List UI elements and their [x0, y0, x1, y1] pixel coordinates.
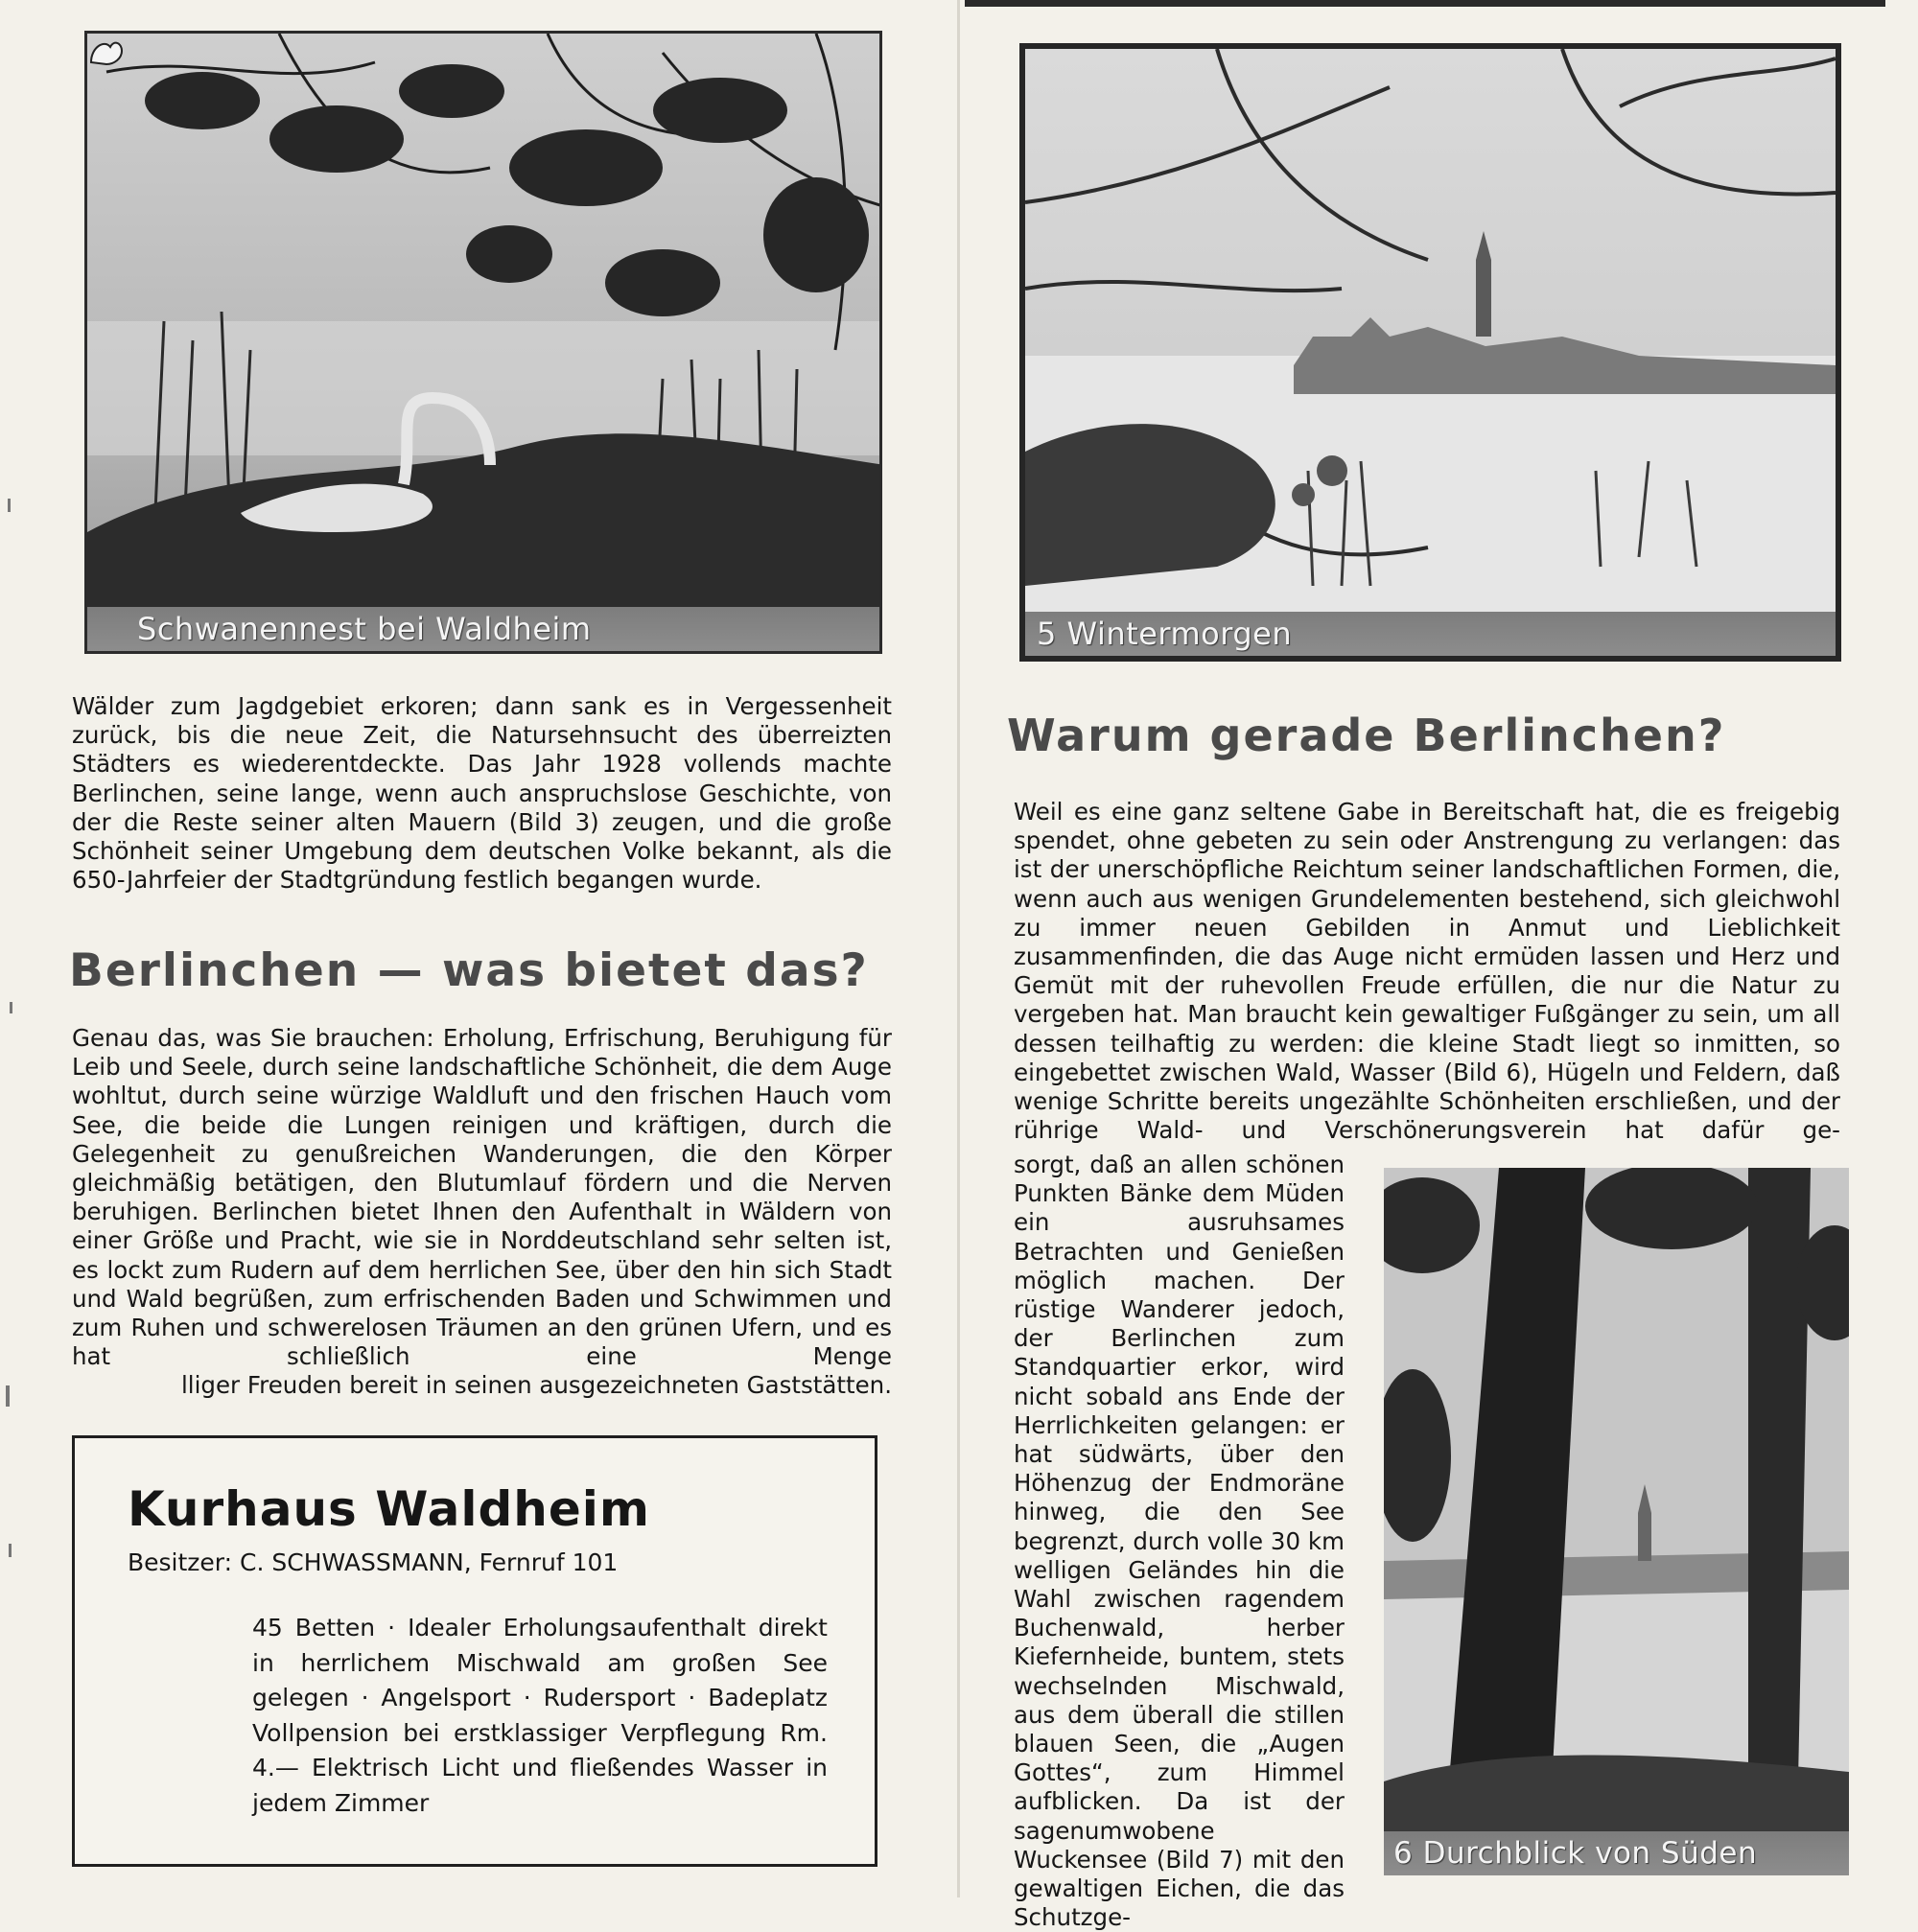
- swan-caption-icon: [87, 34, 126, 68]
- ad-owner-line: Besitzer: C. SCHWASSMANN, Fernruf 101: [128, 1548, 619, 1576]
- reasons-paragraph-continued: sorgt, daß an allen schönen Punkten Bänke dem Müden ein ausruhsames Betrachten und Genießen möglich machen. Der rüstige Wanderer jedoch, der Berlinchen zum Standquartier erkor, wird nicht sobald ans Ende der Herrlichkeiten gelangen: er hat südwärts, über den Höhenzug der Endmoräne hinweg, die den See begrenzt, durch volle 30 km welligen Geländes hin die Wahl zwischen ragendem Buchenwald, herber Kiefernheide, buntem, stets wechselnden Mischwald, aus dem überall die stillen blauen Seen, die „Augen Gottes“, zum Himmel aufblicken. Da ist der sagenumwobene Wuckensee (Bild 7) mit den gewaltigen Eichen, die das Schutzge-: [1014, 1151, 1345, 1932]
- winter-morning-image: [1025, 49, 1836, 656]
- intro-paragraph: Wälder zum Jagdgebiet erkoren; dann sank es in Vergessenheit zurück, bis die neue Zeit, die Natursehnsucht des überreizten Städters es wiederentdeckte. Das Jahr 1928 vollends machte Berlinchen, seine lange, wenn auch anspruchslose Geschichte, von der die Reste seiner alten Mauern (Bild 3) zeugen, und die große Schönheit seiner Umgebung dem deutschen Volke bekannt, als die 650-Jahrfeier der Stadtgründung festlich begangen wurde.: [72, 692, 892, 895]
- winter-morning-photo: [1019, 43, 1841, 662]
- reasons-paragraph: Weil es eine ganz seltene Gabe in Bereitschaft hat, die es freigebig spendet, ohne gebeten zu sein oder Anstrengung zu verlangen: das ist der unerschöpfliche Reichtum seiner landschaftlichen Formen, die, wenn auch aus wenigen Grundelementen bestehend, sich gleichwohl zu immer neuen Gebilden in Anmut und Lieblichkeit zusammenfinden, die das Auge nicht ermüden lassen und Herz und Gemüt mit der ruhevollen Freude erfüllen, die nur die Natur zu vergeben hat. Man braucht kein gewaltiger Fußgänger zu sein, um all dessen teilhaftig zu werden: die kleine Stadt liegt so inmitten, so eingebettet zwischen Wald, Wasser (Bild 6), Hügeln und Feldern, daß wenige Schritte bereits ungezählte Schönheiten erschließen, und der rührige Wald- und Verschönerungsverein hat dafür ge-: [1014, 798, 1840, 1145]
- right-page: [959, 0, 1918, 1932]
- view-from-south-image: [1384, 1168, 1849, 1875]
- photo-caption: Schwanennest bei Waldheim: [87, 607, 879, 651]
- section-heading-warum: Warum gerade Berlinchen?: [1007, 710, 1726, 761]
- swan-nest-image: [87, 34, 882, 654]
- section-heading-berlinchen: Berlinchen — was bietet das?: [69, 944, 869, 997]
- left-page: [0, 0, 959, 1897]
- swan-nest-photo: [84, 31, 882, 654]
- offerings-paragraph: Genau das, was Sie brauchen: Erholung, Erfrischung, Beruhigung für Leib und Seele, durch seine landschaftliche Schönheit, die dem Auge wohltut, durch seine würzige Waldluft und den frischen Hauch vom See, die beide die Lungen reinigen und kräftigen, durch die Gelegenheit zu genußreichen Wanderungen, die den Körper gleichmäßig betätigen, den Blutumlauf fördern und die Nerven beruhigen. Berlinchen bietet Ihnen den Aufenthalt in Wäldern von einer Größe und Pracht, wie sie in Norddeutschland sehr selten ist, es lockt zum Rudern auf dem herrlichen See, über den hin sich Stadt und Wald begrüßen, zum erfrischenden Baden und Schwimmen und zum Ruhen und schwerelosen Träumen an den grünen Ufern, und es hat schließlich eine Menge: [72, 1024, 892, 1371]
- photo-caption: 6 Durchblick von Süden: [1384, 1831, 1849, 1875]
- kurhaus-waldheim-ad: [72, 1435, 877, 1867]
- view-from-south-photo: [1384, 1168, 1849, 1875]
- offerings-paragraph-last-line: lliger Freuden bereit in seinen ausgezeichneten Gaststätten.: [180, 1371, 892, 1399]
- ad-description: 45 Betten · Idealer Erholungsaufenthalt direkt in herrlichem Mischwald am großen See gelegen · Angelsport · Rudersport · Badeplatz Vollpension bei erstklassiger Verpflegung Rm. 4.— Elektrisch Licht und fließendes Wasser in jedem Zimmer: [252, 1614, 828, 1817]
- photo-caption: 5 Wintermorgen: [1025, 612, 1836, 656]
- ad-title: Kurhaus Waldheim: [128, 1481, 651, 1537]
